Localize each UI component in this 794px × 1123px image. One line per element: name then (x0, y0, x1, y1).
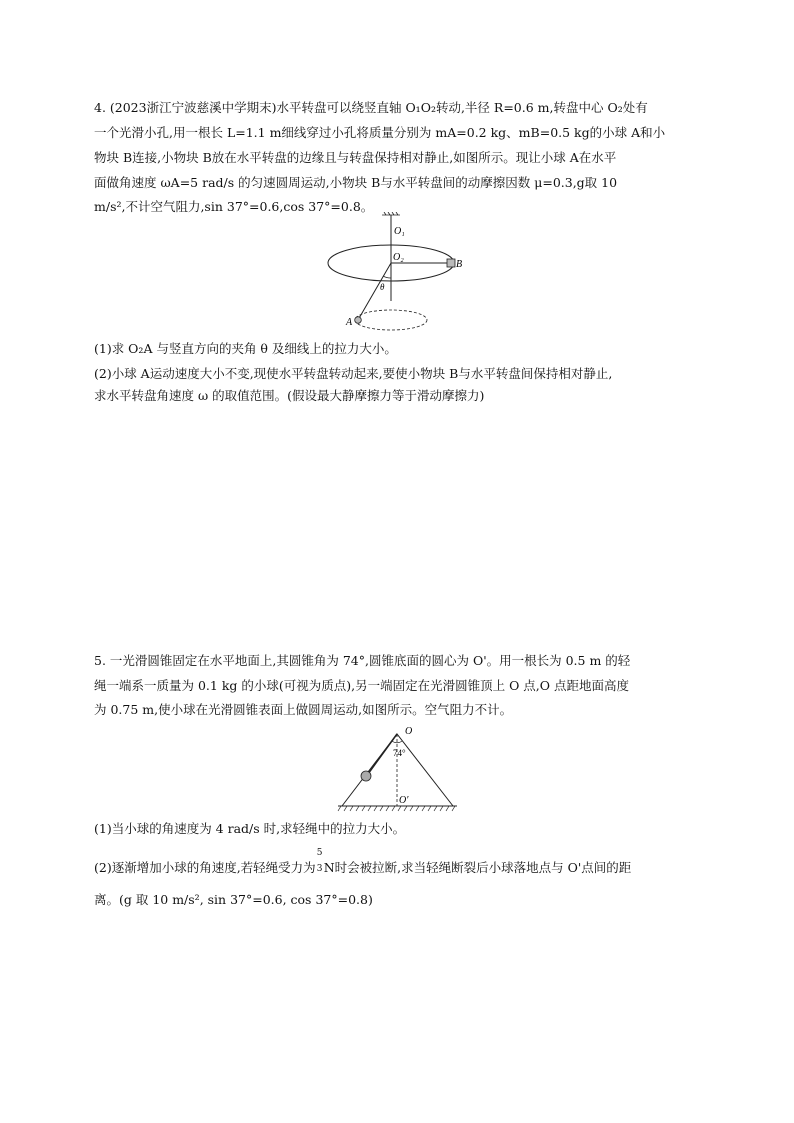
q5-cone-figure (335, 724, 460, 814)
ceiling-hatch (382, 212, 400, 215)
label-o2: O₂ (393, 252, 404, 263)
label-theta: θ (380, 282, 385, 292)
q5-line2: 绳一端系一质量为 0.1 kg 的小球(可视为质点),另一端固定在光滑圆锥顶上 O 点,O 点距地面高度 (94, 678, 629, 693)
q5-sub2-text-b: N时会被拉断,求当轻绳断裂后小球落地点与 O'点间的距 (323, 860, 632, 875)
q5-sub2-text-a: (2)逐渐增加小球的角速度,若轻绳受力为 (94, 860, 316, 875)
q5-line1: 5. 一光滑圆锥固定在水平地面上,其圆锥角为 74°,圆锥底面的圆心为 O'。用一根长为 0.5 m 的轻 (94, 653, 631, 668)
q4-turntable-figure (320, 212, 470, 334)
fraction (316, 847, 324, 875)
q5-sub1: (1)当小球的角速度为 4 rad/s 时,求轻绳中的拉力大小。 (94, 821, 406, 836)
q4-line2: 一个光滑小孔,用一根长 L=1.1 m细线穿过小孔将质量分别为 mA=0.2 kg、mB=0.5 kg的小球 A和小 (94, 125, 666, 140)
q5-sub2-line1 (94, 847, 704, 875)
label-74deg: 74° (393, 748, 406, 758)
q5-line3: 为 0.75 m,使小球在光滑圆锥表面上做圆周运动,如图所示。空气阻力不计。 (94, 702, 513, 717)
q4-line5: m/s²,不计空气阻力,sin 37°=0.6,cos 37°=0.8。 (94, 199, 374, 214)
fraction-numerator: 5 (316, 847, 323, 858)
q4-line1: 4. (2023浙江宁波慈溪中学期末)水平转盘可以绕竖直轴 O₁O₂转动,半径 R=0.6 m,转盘中心 O₂处有 (94, 100, 648, 115)
q4-sub2-line2: 求水平转盘角速度 ω 的取值范围。(假设最大静摩擦力等于滑动摩擦力) (94, 388, 485, 403)
label-o: O (405, 726, 413, 737)
block-b (447, 259, 455, 267)
cone-outline (342, 734, 453, 806)
q4-line4: 面做角速度 ωA=5 rad/s 的匀速圆周运动,小物块 B与水平转盘间的动摩擦因数 μ=0.3,g取 10 (94, 175, 618, 190)
label-a: A (346, 317, 353, 328)
label-b: B (456, 259, 463, 270)
q4-sub1: (1)求 O₂A 与竖直方向的夹角 θ 及细线上的拉力大小。 (94, 341, 397, 356)
label-o-prime: O′ (399, 795, 409, 806)
theta-arc (383, 276, 391, 278)
orbit-dashed-circle (355, 310, 427, 330)
ball (361, 771, 371, 781)
q4-line3: 物块 B连接,小物块 B放在水平转盘的边缘且与转盘保持相对静止,如图所示。现让小球 A在水平 (94, 150, 617, 165)
ball-a (355, 317, 362, 324)
q5-sub2-line2: 离。(g 取 10 m/s², sin 37°=0.6, cos 37°=0.8) (94, 892, 373, 907)
ground-hatch (338, 806, 455, 811)
q4-sub2-line1: (2)小球 A运动速度大小不变,现使水平转盘转动起来,要使小物块 B与水平转盘间保持相对静止, (94, 366, 613, 381)
fraction-denominator: 3 (316, 863, 323, 874)
label-o1: O₁ (394, 226, 405, 237)
